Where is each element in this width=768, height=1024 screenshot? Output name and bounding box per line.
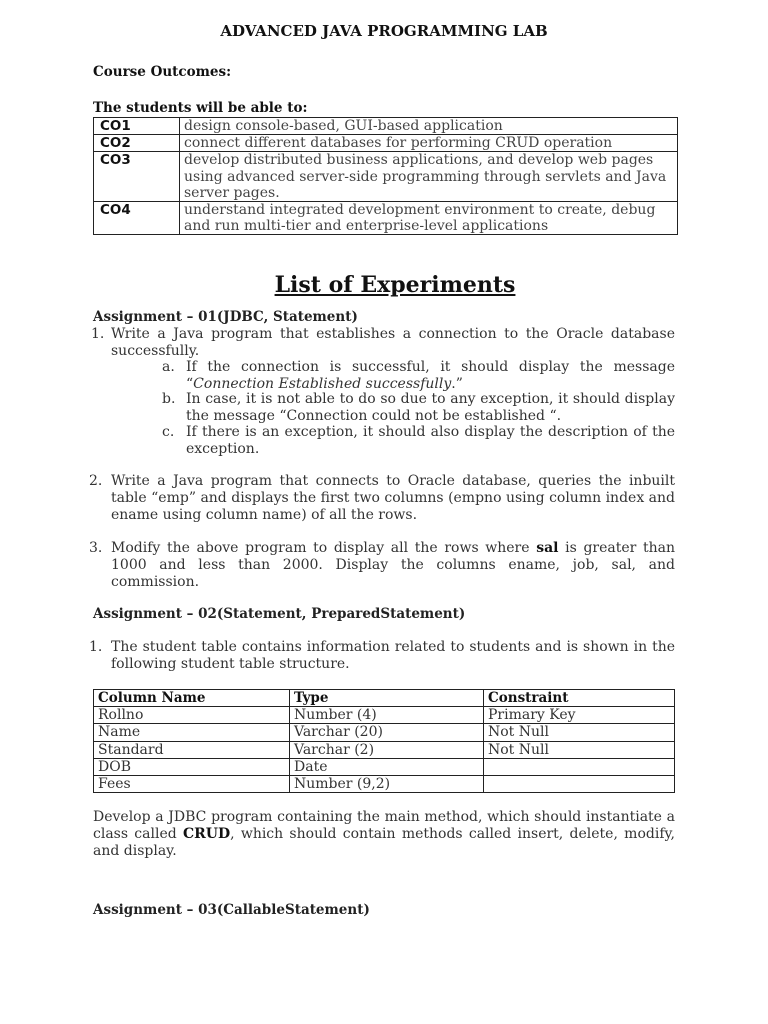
table-header-row	[94, 690, 675, 707]
table-row	[94, 202, 678, 235]
column-header: Column Name	[94, 690, 290, 707]
sub-item-letter: a.	[162, 359, 175, 375]
list-item-number: 2.	[89, 473, 103, 489]
sub-item-letter: b.	[162, 391, 176, 407]
assignment-1-item-3: Modify the above program to display all the rows where sal is greater than 1000 and less than 2000. Display the columns ename, job, sal, and commission.	[111, 540, 675, 590]
table-cell: Not Null	[484, 724, 675, 741]
assignment-2-item-1: The student table contains information related to students and is shown in the following student table structure.	[111, 639, 675, 672]
table-row	[94, 776, 675, 793]
table-cell: Not Null	[484, 741, 675, 758]
table-cell: Number (9,2)	[290, 776, 484, 793]
outcome-description: connect different databases for performing CRUD operation	[180, 135, 678, 152]
table-row	[94, 152, 678, 202]
develop-paragraph: Develop a JDBC program containing the main method, which should instantiate a class called CRUD, which should contain methods called insert, delete, modify, and display.	[93, 809, 675, 859]
course-outcomes-table	[93, 117, 678, 235]
table-row	[94, 707, 675, 724]
table-row	[94, 118, 678, 135]
outcome-description: design console-based, GUI-based application	[180, 118, 678, 135]
table-cell	[484, 776, 675, 793]
assignment-1-heading: Assignment – 01(JDBC, Statement)	[93, 309, 358, 325]
assignment-3-heading: Assignment – 03(CallableStatement)	[93, 902, 370, 918]
student-table	[93, 689, 675, 793]
table-cell: Fees	[94, 776, 290, 793]
table-cell: Varchar (20)	[290, 724, 484, 741]
course-outcomes-label: Course Outcomes:	[93, 64, 232, 80]
table-row	[94, 135, 678, 152]
table-cell: Primary Key	[484, 707, 675, 724]
table-cell: Number (4)	[290, 707, 484, 724]
list-item-number: 3.	[89, 540, 103, 556]
list-item-number: 1.	[91, 326, 105, 342]
outcome-description: develop distributed business applications, and develop web pages using advanced server-side programming through servlets and Java server pages.	[180, 152, 678, 202]
table-cell: Standard	[94, 741, 290, 758]
table-row	[94, 724, 675, 741]
table-cell	[484, 758, 675, 775]
table-cell: Rollno	[94, 707, 290, 724]
assignment-1-item-2: Write a Java program that connects to Oracle database, queries the inbuilt table “emp” and displays the first two columns (empno using column index and ename using column name) of all the rows.	[111, 473, 675, 523]
list-of-experiments-title: List of Experiments	[274, 272, 516, 298]
outcome-code: CO4	[94, 202, 180, 235]
outcome-code: CO3	[94, 152, 180, 202]
students-label: The students will be able to:	[93, 100, 308, 116]
document-title: ADVANCED JAVA PROGRAMMING LAB	[220, 22, 548, 40]
sub-item-letter: c.	[162, 424, 175, 440]
table-row	[94, 741, 675, 758]
table-cell: Varchar (2)	[290, 741, 484, 758]
assignment-2-heading: Assignment – 02(Statement, PreparedStatement)	[93, 606, 466, 622]
column-header: Constraint	[484, 690, 675, 707]
sub-item-c: If there is an exception, it should also display the description of the exception.	[186, 424, 675, 457]
column-header: Type	[290, 690, 484, 707]
outcome-code: CO2	[94, 135, 180, 152]
table-cell: Name	[94, 724, 290, 741]
assignment-1-item-1: Write a Java program that establishes a connection to the Oracle database successfully.	[111, 326, 675, 359]
outcome-code: CO1	[94, 118, 180, 135]
table-row	[94, 758, 675, 775]
list-item-number: 1.	[89, 639, 103, 655]
table-cell: DOB	[94, 758, 290, 775]
outcome-description: understand integrated development environment to create, debug and run multi-tier and enterprise-level applications	[180, 202, 678, 235]
sub-item-a: If the connection is successful, it should display the message “Connection Established successfully.”	[186, 359, 675, 392]
sub-item-b: In case, it is not able to do so due to any exception, it should display the message “Connection could not be established “.	[186, 391, 675, 424]
table-cell: Date	[290, 758, 484, 775]
